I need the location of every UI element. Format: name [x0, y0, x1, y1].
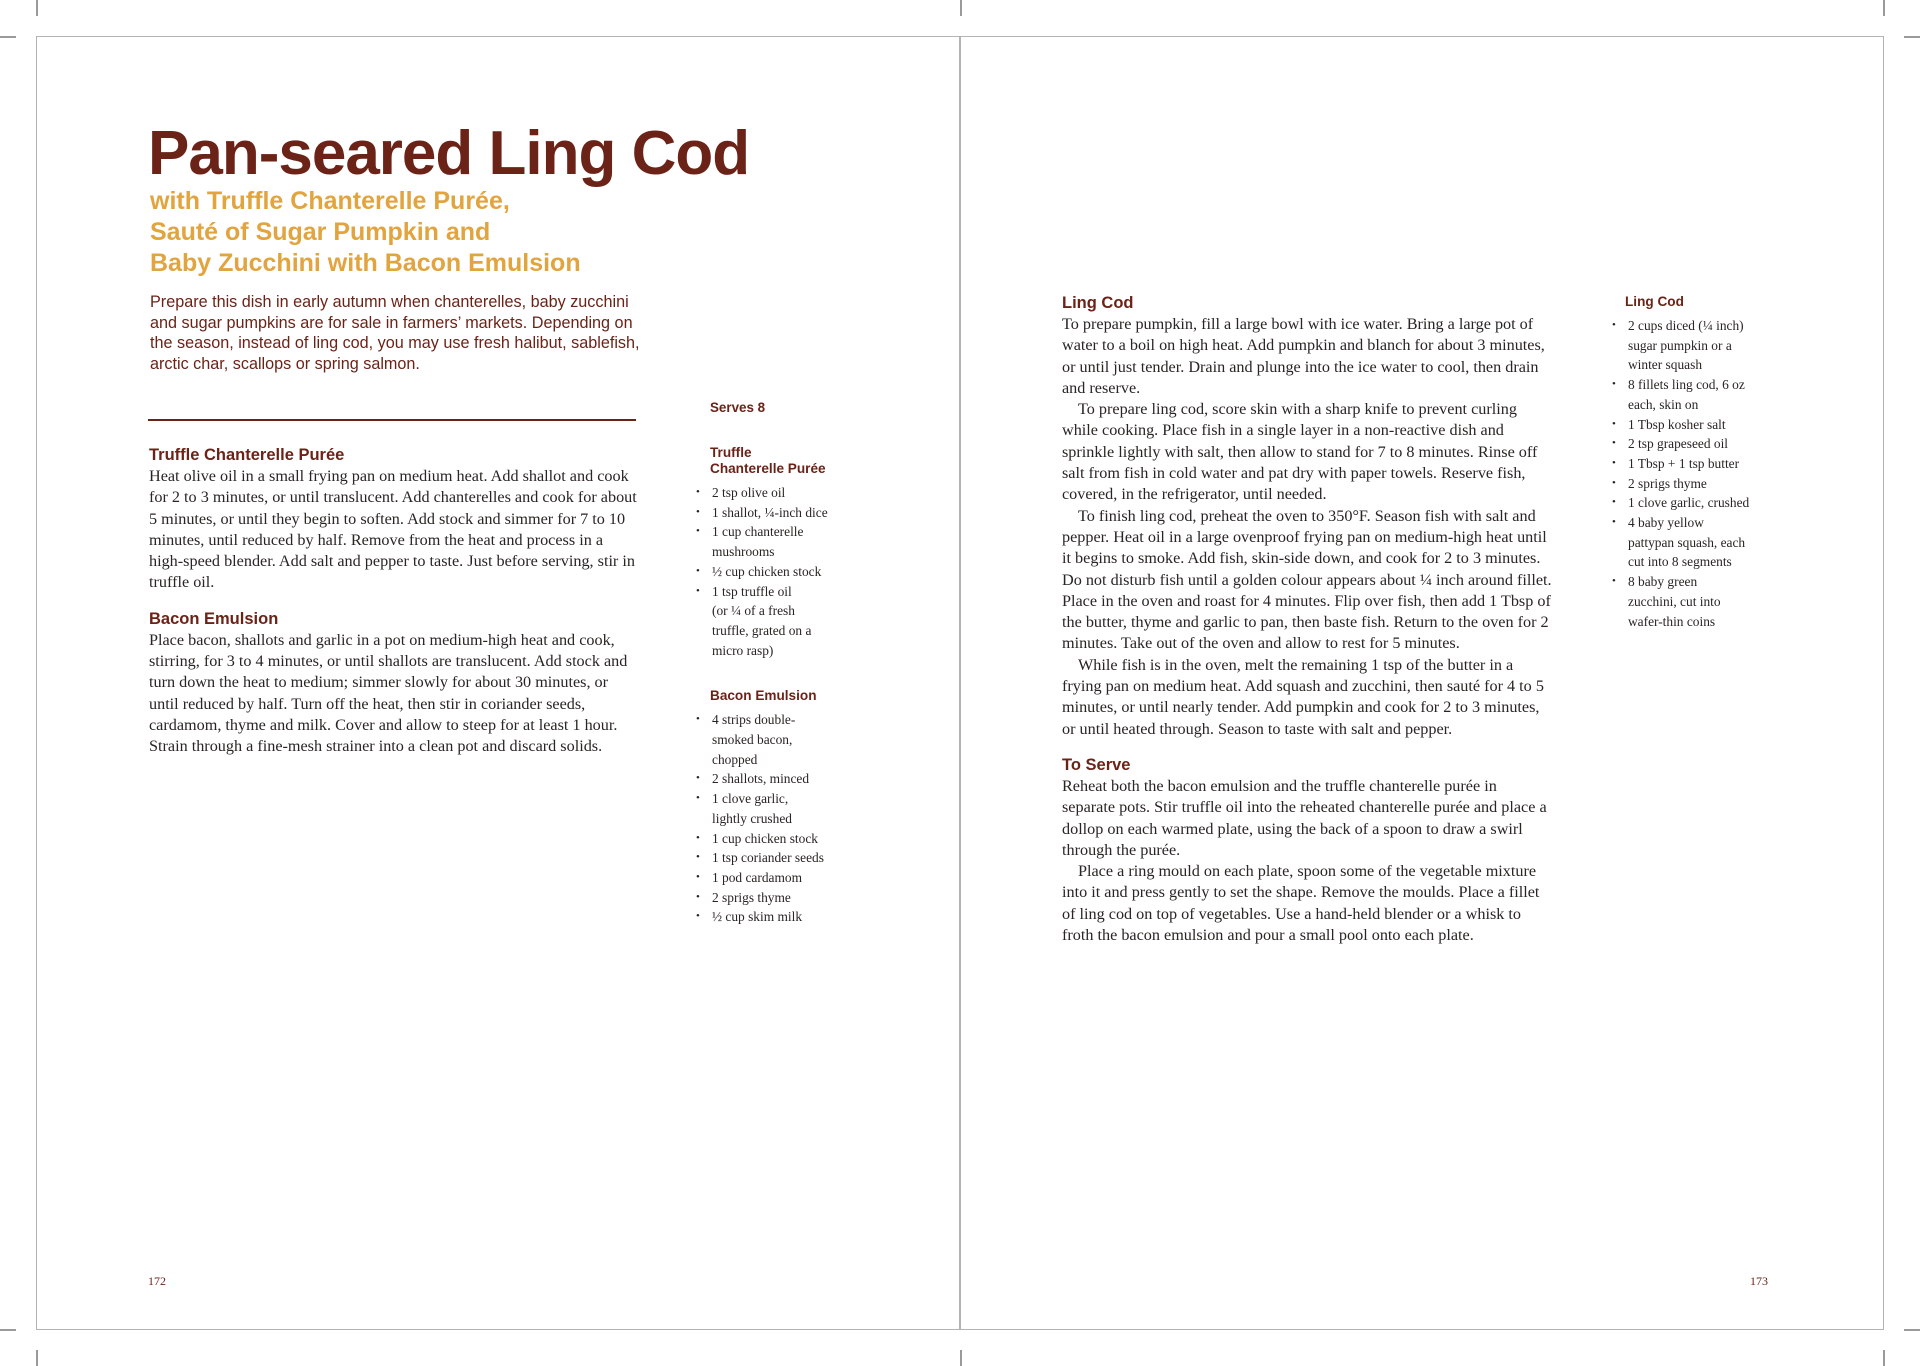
- ingredient-item: • 1 clove garlic, crushed: [1612, 493, 1802, 513]
- crop-mark: [960, 1350, 962, 1366]
- crop-mark: [1904, 36, 1920, 38]
- ingredient-item: • 1 tsp truffle oil (or ¼ of a fresh truffle, grated on a micro rasp): [696, 582, 876, 661]
- ingredient-list: [696, 710, 876, 927]
- ingredient-item: • 1 clove garlic, lightly crushed: [696, 789, 876, 828]
- ingredient-item: • 4 strips double- smoked bacon, chopped: [696, 710, 876, 769]
- ingredient-item: • 2 sprigs thyme: [1612, 474, 1802, 494]
- section-heading: To Serve: [1062, 755, 1131, 774]
- crop-mark: [36, 0, 38, 16]
- divider-rule: [148, 419, 636, 421]
- ingredient-item: • 1 shallot, ¼-inch dice: [696, 503, 876, 523]
- crop-mark: [1904, 1329, 1920, 1331]
- bacon-ingredients: [696, 688, 876, 927]
- method-paragraph: To prepare ling cod, score skin with a sharp knife to prevent curling while cooking. Place fish in a single layer in a non-reactive dish and sprinkle lightly with salt, then allow to stand for 7 to 8 minutes. Rinse off salt from fish in cold water and pat dry with paper towels. Reserve fish, covered, in the refrigerator, until needed.: [1062, 400, 1538, 504]
- ingredients-column-right: [1612, 294, 1802, 631]
- ingredient-item: • 2 cups diced (¼ inch) sugar pumpkin or a winter squash: [1612, 316, 1802, 375]
- method-paragraph: To prepare pumpkin, fill a large bowl with ice water. Bring a large pot of water to a boil on high heat. Add pumpkin and blanch for about 3 minutes, or until just tender. Drain and plunge into the ice water to cool, then drain and reserve.: [1062, 315, 1545, 397]
- crop-mark: [1883, 0, 1885, 16]
- ingredient-item: • 2 tsp olive oil: [696, 483, 876, 503]
- crop-mark: [1883, 1350, 1885, 1366]
- bacon-method: [149, 608, 639, 758]
- ingredient-item: • 2 sprigs thyme: [696, 888, 876, 908]
- method-column-right: [1062, 292, 1552, 958]
- method-paragraph: Heat olive oil in a small frying pan on medium heat. Add shallot and cook for 2 to 3 minutes, or until translucent. Add chanterelles and cook for about 5 minutes, or until they begin to soften. Add stock and simmer for 7 to 10 minutes, until reduced by half. Remove from the heat and process in a high-speed blender. Add salt and pepper to taste. Just before serving, stir in truffle oil.: [149, 467, 637, 592]
- ingredient-list: [1612, 316, 1802, 631]
- heading-line: Truffle: [710, 445, 752, 460]
- ingredient-item: • 1 cup chanterelle mushrooms: [696, 522, 876, 561]
- ling-cod-method: [1062, 292, 1552, 740]
- ingredients-column-left: [696, 445, 876, 955]
- subtitle-line: Sauté of Sugar Pumpkin and: [150, 218, 491, 246]
- crop-mark: [36, 1350, 38, 1366]
- ingredient-heading: Ling Cod: [1625, 294, 1684, 309]
- method-paragraph: To finish ling cod, preheat the oven to 350°F. Season fish with salt and pepper. Heat oil in a large ovenproof frying pan on medium-high heat until it begins to smoke. Add fish, skin-side down, and cook for 2 to 3 minutes. Do not disturb fish until a golden colour appears about ¼ inch around fillet. Place in the oven and roast for 4 minutes. Flip over fish, then add 1 Tbsp of the butter, thyme and garlic to pan, then baste fish. Return to the oven for 2 minutes. Take out of the oven and allow to rest for 5 minutes.: [1062, 506, 1552, 653]
- ingredient-item: • 8 baby green zucchini, cut into wafer-thin coins: [1612, 572, 1802, 631]
- ingredient-item: • ½ cup chicken stock: [696, 562, 876, 582]
- method-paragraph: Reheat both the bacon emulsion and the truffle chanterelle purée in separate pots. Stir truffle oil into the reheated chanterelle purée and place a dollop on each warmed plate, using the back of a spoon to draw a swirl through the purée.: [1062, 776, 1547, 859]
- ingredient-item: • 8 fillets ling cod, 6 oz each, skin on: [1612, 375, 1802, 414]
- truffle-ingredients: [696, 445, 876, 660]
- method-paragraph: Place a ring mould on each plate, spoon some of the vegetable mixture into it and press gently to set the shape. Remove the moulds. Place a fillet of ling cod on top of vegetables. Use a hand-held blender or a whisk to froth the bacon emulsion and pour a small pool onto each plate.: [1062, 862, 1540, 945]
- section-heading: Ling Cod: [1062, 294, 1134, 312]
- page-number: 172: [148, 1274, 166, 1288]
- ingredient-item: • 1 Tbsp kosher salt: [1612, 415, 1802, 435]
- crop-mark: [960, 0, 962, 16]
- crop-mark: [0, 1329, 16, 1331]
- to-serve-method: [1062, 754, 1552, 946]
- method-paragraph: While fish is in the oven, melt the remaining 1 tsp of the butter in a frying pan on medium heat. Add squash and zucchini, then sauté for 4 to 5 minutes, or until nearly tender. Add pumpkin and cook for 2 to 3 minutes, or until heated through. Season to taste with salt and pepper.: [1062, 655, 1544, 738]
- ingredient-list: [696, 483, 876, 660]
- method-column-left: [149, 444, 639, 770]
- subtitle-line: Baby Zucchini with Bacon Emulsion: [150, 249, 581, 277]
- ingredient-item: • 1 pod cardamom: [696, 868, 876, 888]
- crop-mark: [0, 36, 16, 38]
- section-heading: Bacon Emulsion: [149, 609, 279, 628]
- ingredient-item: • 4 baby yellow pattypan squash, each cut into 8 segments: [1612, 513, 1802, 572]
- recipe-intro: Prepare this dish in early autumn when chanterelles, baby zucchini and sugar pumpkins are for sale in farmers’ markets. Depending on the season, instead of ling cod, you may use fresh halibut, sablefish, arctic char, scallops or spring salmon.: [150, 293, 640, 374]
- ingredient-heading: Bacon Emulsion: [710, 688, 817, 704]
- page-number: 173: [1750, 1274, 1768, 1288]
- section-heading: Truffle Chanterelle Purée: [149, 446, 345, 464]
- heading-line: Chanterelle Purée: [710, 461, 826, 476]
- subtitle-line: with Truffle Chanterelle Purée,: [150, 187, 510, 215]
- ingredient-item: • 2 tsp grapeseed oil: [1612, 434, 1802, 454]
- recipe-title: Pan-seared Ling Cod: [148, 119, 750, 188]
- recipe-subtitle: [150, 186, 750, 279]
- ingredient-item: • 1 tsp coriander seeds: [696, 848, 876, 868]
- ingredient-item: • ½ cup skim milk: [696, 907, 876, 927]
- truffle-method: [149, 444, 639, 594]
- ingredient-heading: [696, 445, 876, 477]
- ingredient-item: • 2 shallots, minced: [696, 769, 876, 789]
- ingredient-item: • 1 cup chicken stock: [696, 829, 876, 849]
- method-paragraph: Place bacon, shallots and garlic in a pot on medium-high heat and cook, stirring, for 3 to 4 minutes, or until shallots are translucent. Add stock and turn down the heat to medium; simmer slowly for about 30 minutes, or until reduced by half. Turn off the heat, then stir in coriander seeds, cardamom, thyme and milk. Cover and allow to steep for at least 1 hour. Strain through a fine-mesh strainer into a clean pot and discard solids.: [149, 630, 628, 756]
- serves-label: Serves 8: [710, 400, 766, 415]
- ingredient-item: • 1 Tbsp + 1 tsp butter: [1612, 454, 1802, 474]
